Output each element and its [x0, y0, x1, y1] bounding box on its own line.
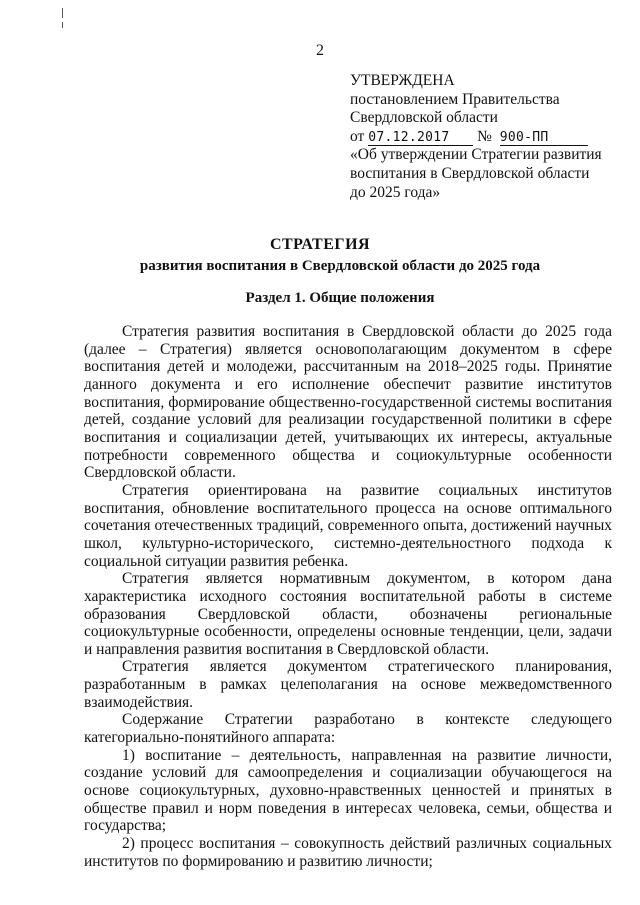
paragraph: 1) воспитание – деятельность, направленная на развитие личности, создание условий для самоопределения и социализации обучающегося на основе социокультурных, духовно-нравственных ценностей и принятых в обществе правил и норм поведения в интересах человека, семьи, общества и государства;: [84, 746, 612, 835]
decree-title-line-2: воспитания в Свердловской области: [350, 164, 590, 182]
paragraph: 2) процесс воспитания – совокупность действий различных социальных институтов по формированию и развитию личности;: [84, 835, 612, 870]
number-label: №: [477, 127, 492, 145]
page-number: 2: [316, 42, 324, 59]
decree-title-line-3: до 2025 года»: [350, 183, 441, 201]
document-subtitle: развития воспитания в Свердловской области до 2025 года: [139, 258, 541, 274]
approval-date-line: [350, 128, 630, 147]
approval-heading: УТВЕРЖДЕНА: [350, 72, 455, 89]
decree-title-line-1: «Об утверждении Стратегии развития: [350, 146, 602, 164]
decree-date: 07.12.2017: [368, 130, 473, 146]
document-body: [84, 323, 612, 870]
decree-number: 900-ПП: [500, 130, 588, 146]
paragraph: Стратегия развития воспитания в Свердловской области до 2025 года (далее – Стратегия) является основополагающим документом в сфере воспитания детей и молодежи, рассчитанным на 2018–2025 годы. Принятие данного документа и его исполнение обеспечит развитие институтов воспитания, формирование общественно-государственной системы воспитания детей, создание условий для реализации государственной политики в сфере воспитания и социализации детей, учитывающих их интересы, актуальные потребности современного общества и социокультурные особенности Свердловской области.: [84, 323, 612, 482]
approval-region: Свердловской области: [350, 109, 498, 127]
section-heading: Раздел 1. Общие положения: [245, 290, 435, 306]
approval-by: постановлением Правительства: [350, 90, 560, 108]
approval-stamp: [350, 72, 630, 202]
date-prefix: от: [350, 127, 365, 145]
paragraph: Стратегия ориентирована на развитие социальных институтов воспитания, обновление воспитательного процесса на основе оптимального сочетания отечественных традиций, современного опыта, достижений научных школ, культурно-исторического, системно-деятельностного подхода к социальной ситуации развития ребенка.: [84, 481, 612, 570]
paragraph: Содержание Стратегии разработано в контексте следующего категориально-понятийного аппарата:: [84, 711, 612, 747]
document-title: СТРАТЕГИЯ: [269, 236, 371, 253]
margin-mark: [62, 8, 63, 18]
paragraph: Стратегия является документом стратегического планирования, разработанным в рамках целеполагания на основе межведомственного взаимодействия.: [84, 658, 612, 711]
paragraph: Стратегия является нормативным документом, в котором дана характеристика исходного состояния воспитательной работы в системе образования Свердловской области, обозначены региональные социокультурные особенности, определены основные тенденции, цели, задачи и направления развития воспитания в Свердловской области.: [84, 570, 612, 658]
margin-mark: [62, 22, 63, 28]
